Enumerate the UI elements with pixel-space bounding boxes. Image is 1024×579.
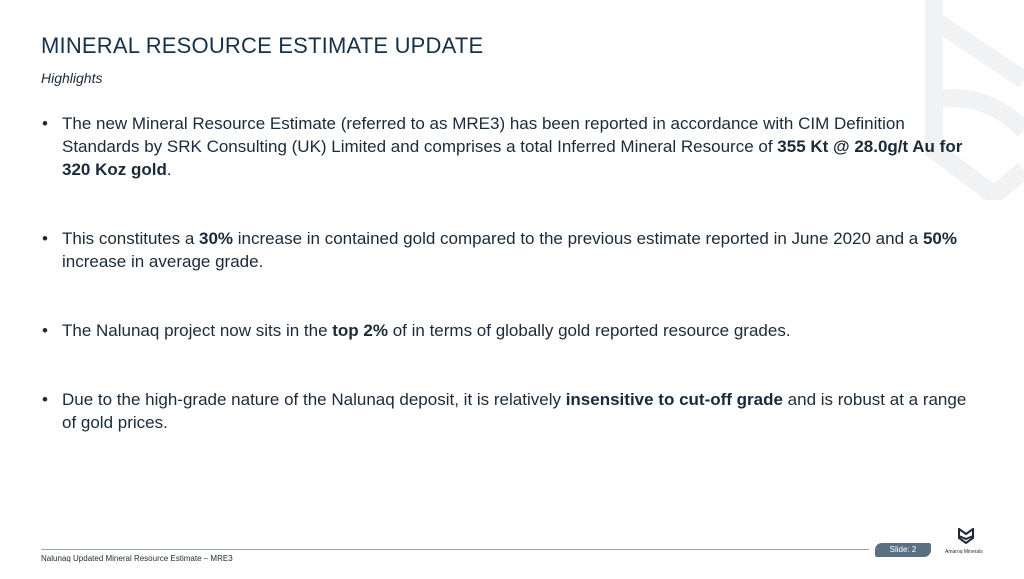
- bullet-2: • This constitutes a 30% increase in contained gold compared to the previous estimate reported in June 2020 and a 50% increase in average grade.: [38, 227, 978, 273]
- footer-divider: [41, 549, 869, 550]
- slide-number-badge: Slide: 2: [875, 543, 931, 557]
- company-logo: Amaroq Minerals: [951, 528, 981, 555]
- bullet-3: • The Nalunaq project now sits in the top 2% of in terms of globally gold reported resource grades.: [38, 319, 978, 342]
- footer-text: Nalunaq Updated Mineral Resource Estimate – MRE3: [41, 554, 233, 563]
- fox-logo-icon: [957, 528, 975, 544]
- page-subtitle: Highlights: [41, 70, 103, 86]
- bullet-4: • Due to the high-grade nature of the Nalunaq deposit, it is relatively insensitive to cut-off grade and is robust at a range of gold prices.: [38, 388, 978, 434]
- highlights-list: [38, 112, 978, 480]
- page-title: MINERAL RESOURCE ESTIMATE UPDATE: [41, 33, 484, 58]
- bullet-1: • The new Mineral Resource Estimate (referred to as MRE3) has been reported in accordance with CIM Definition Standards by SRK Consulting (UK) Limited and comprises a total Inferred Mineral Resource of 355 Kt @ 28.0g/t Au for 320 Koz gold.: [38, 112, 978, 181]
